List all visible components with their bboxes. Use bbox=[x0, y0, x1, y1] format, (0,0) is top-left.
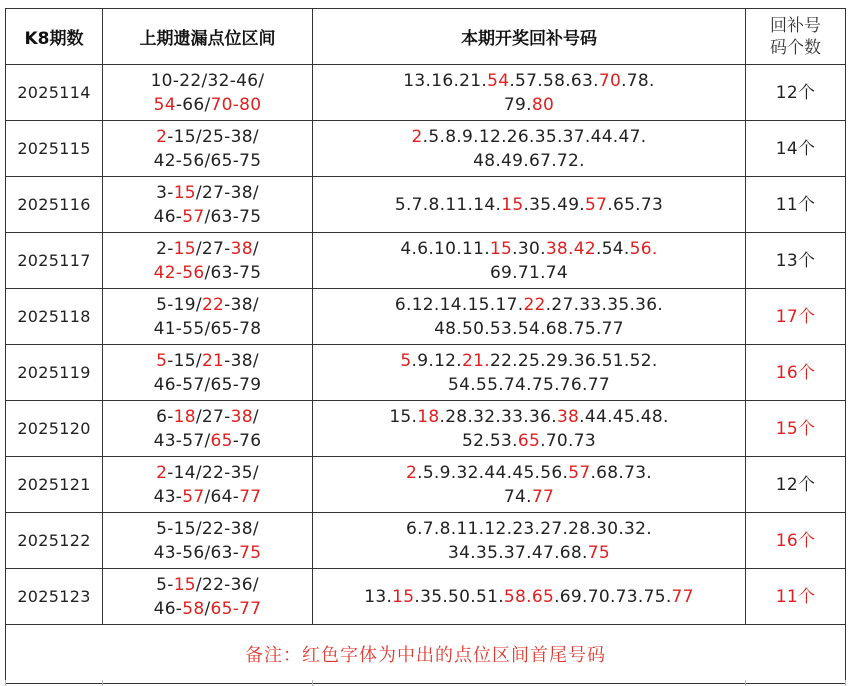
numbers-cell-line bbox=[313, 429, 745, 453]
number-text: .35.50.51. bbox=[414, 586, 504, 607]
number-text: /27-38/ bbox=[195, 182, 259, 203]
range-cell-line bbox=[103, 181, 312, 205]
number-text: 48.50.53.54.68.75.77 bbox=[434, 318, 624, 339]
number-text: .54. bbox=[595, 238, 630, 259]
range-cell-line bbox=[103, 541, 312, 565]
number-text: 46- bbox=[153, 598, 183, 619]
range-cell-line bbox=[103, 373, 312, 397]
number-text: 43-56/63- bbox=[153, 542, 240, 563]
count-cell: 17个 bbox=[746, 289, 846, 345]
number-text: / bbox=[204, 598, 211, 619]
number-text: 48.49.67.72. bbox=[473, 150, 585, 171]
period-cell: 2025116 bbox=[6, 177, 103, 233]
number-text: 52.53. bbox=[462, 430, 518, 451]
table-row bbox=[6, 513, 846, 569]
hit-number: 80 bbox=[531, 94, 555, 115]
period-cell: 2025120 bbox=[6, 401, 103, 457]
note-text: 备注：红色字体为中出的点位区间首尾号码 bbox=[245, 645, 606, 666]
range-cell-line bbox=[103, 573, 312, 597]
hit-number: 42-56 bbox=[153, 262, 205, 283]
table-row bbox=[6, 121, 846, 177]
numbers-cell-line bbox=[313, 349, 745, 373]
numbers-cell-line bbox=[313, 149, 745, 173]
note-row bbox=[6, 625, 846, 684]
range-cell-line bbox=[103, 349, 312, 373]
range-cell bbox=[103, 177, 313, 233]
hit-number: 5 bbox=[156, 350, 168, 371]
number-text: /63-75 bbox=[204, 206, 262, 227]
number-text: .28.32.33.36. bbox=[439, 406, 557, 427]
range-cell bbox=[103, 233, 313, 289]
numbers-cell-line bbox=[313, 405, 745, 429]
number-text: 43-57/ bbox=[153, 430, 211, 451]
numbers-cell-line bbox=[313, 585, 745, 609]
number-text: 10-22/32-46/ bbox=[150, 70, 265, 91]
number-text: 2- bbox=[156, 238, 174, 259]
hit-number: 75 bbox=[239, 542, 262, 563]
range-cell-line bbox=[103, 237, 312, 261]
number-text: 46- bbox=[153, 206, 183, 227]
hit-number: 57 bbox=[182, 206, 205, 227]
range-cell bbox=[103, 513, 313, 569]
numbers-cell-line bbox=[313, 485, 745, 509]
numbers-cell-line bbox=[313, 541, 745, 565]
number-text: .69.70.73.75. bbox=[554, 586, 672, 607]
number-text: 43- bbox=[153, 486, 183, 507]
number-text: 54.55.74.75.76.77 bbox=[448, 374, 610, 395]
table-bottom-gridlines bbox=[0, 680, 856, 686]
range-cell-line bbox=[103, 293, 312, 317]
range-cell-line bbox=[103, 405, 312, 429]
hit-number: 77 bbox=[671, 586, 694, 607]
header-numbers: 本期开奖回补号码 bbox=[313, 9, 746, 65]
numbers-cell bbox=[313, 233, 746, 289]
number-text: .35.49. bbox=[523, 194, 586, 215]
period-cell: 2025123 bbox=[6, 569, 103, 625]
numbers-cell-line bbox=[313, 373, 745, 397]
number-text: 5- bbox=[156, 574, 174, 595]
number-text: .9.12. bbox=[411, 350, 463, 371]
number-text: / bbox=[252, 238, 259, 259]
number-text: 13.16.21. bbox=[403, 70, 488, 91]
hit-number: 57 bbox=[585, 194, 608, 215]
hit-number: 77 bbox=[239, 486, 262, 507]
numbers-cell bbox=[313, 345, 746, 401]
period-cell: 2025121 bbox=[6, 457, 103, 513]
number-text: 74. bbox=[503, 486, 532, 507]
number-text: 42-56/65-75 bbox=[153, 150, 262, 171]
hit-number: 2 bbox=[411, 126, 423, 147]
numbers-cell-line bbox=[313, 237, 745, 261]
number-text: 13. bbox=[364, 586, 393, 607]
table-row bbox=[6, 345, 846, 401]
range-cell-line bbox=[103, 261, 312, 285]
header-count bbox=[746, 9, 846, 65]
hit-number: 65-77 bbox=[210, 598, 262, 619]
number-text: 6.7.8.11.12.23.27.28.30.32. bbox=[405, 518, 652, 539]
range-cell-line bbox=[103, 205, 312, 229]
table-row bbox=[6, 457, 846, 513]
number-text: 5.7.8.11.14. bbox=[394, 194, 502, 215]
numbers-cell bbox=[313, 65, 746, 121]
range-cell bbox=[103, 457, 313, 513]
table-row bbox=[6, 233, 846, 289]
range-cell bbox=[103, 569, 313, 625]
header-period: K8期数 bbox=[6, 9, 103, 65]
hit-number: 15 bbox=[173, 574, 196, 595]
header-ranges: 上期遗漏点位区间 bbox=[103, 9, 313, 65]
header-row bbox=[6, 9, 846, 65]
numbers-cell-line bbox=[313, 93, 745, 117]
number-text: .44.45.48. bbox=[579, 406, 669, 427]
numbers-cell-line bbox=[313, 69, 745, 93]
hit-number: 75 bbox=[587, 542, 610, 563]
hit-number: 21 bbox=[201, 350, 225, 371]
hit-number: 18 bbox=[173, 406, 196, 427]
hit-number: 2 bbox=[405, 462, 418, 483]
range-cell bbox=[103, 401, 313, 457]
count-cell: 12个 bbox=[746, 65, 846, 121]
number-text: .70.73 bbox=[540, 430, 596, 451]
hit-number: 38 bbox=[230, 238, 253, 259]
hit-number: 38.42 bbox=[545, 238, 596, 259]
range-cell-line bbox=[103, 485, 312, 509]
count-cell: 13个 bbox=[746, 233, 846, 289]
number-text: /27- bbox=[195, 406, 231, 427]
number-text: .78. bbox=[621, 70, 655, 91]
hit-number: 57 bbox=[568, 462, 591, 483]
range-cell-line bbox=[103, 149, 312, 173]
number-text: 3- bbox=[156, 182, 174, 203]
numbers-cell-line bbox=[313, 261, 745, 285]
lottery-table bbox=[5, 8, 846, 684]
count-cell: 14个 bbox=[746, 121, 846, 177]
number-text: .30. bbox=[512, 238, 546, 259]
count-cell: 11个 bbox=[746, 177, 846, 233]
table-row bbox=[6, 401, 846, 457]
number-text: -15/ bbox=[167, 350, 202, 371]
period-cell: 2025118 bbox=[6, 289, 103, 345]
period-cell: 2025115 bbox=[6, 121, 103, 177]
range-cell-line bbox=[103, 69, 312, 93]
hit-number: 65 bbox=[517, 430, 541, 451]
numbers-cell-line bbox=[313, 317, 745, 341]
hit-number: 15 bbox=[173, 238, 196, 259]
hit-number: 22 bbox=[523, 294, 546, 315]
hit-number: 54 bbox=[487, 70, 510, 91]
number-text: /63-75 bbox=[204, 262, 262, 283]
period-cell: 2025114 bbox=[6, 65, 103, 121]
number-text: 69.71.74 bbox=[489, 262, 569, 283]
table-row bbox=[6, 569, 846, 625]
numbers-cell bbox=[313, 401, 746, 457]
hit-number: 15 bbox=[173, 182, 196, 203]
number-text: -14/22-35/ bbox=[167, 462, 259, 483]
range-cell bbox=[103, 121, 313, 177]
range-cell-line bbox=[103, 597, 312, 621]
hit-number: 15 bbox=[501, 194, 524, 215]
numbers-cell-line bbox=[313, 517, 745, 541]
number-text: 6- bbox=[156, 406, 174, 427]
range-cell-line bbox=[103, 461, 312, 485]
period-cell: 2025122 bbox=[6, 513, 103, 569]
hit-number: 77 bbox=[531, 486, 555, 507]
hit-number: 56. bbox=[629, 238, 658, 259]
number-text: 34.35.37.47.68. bbox=[448, 542, 588, 563]
number-text: -15/25-38/ bbox=[167, 126, 259, 147]
count-cell: 16个 bbox=[746, 345, 846, 401]
range-cell-line bbox=[103, 125, 312, 149]
hit-number: 70-80 bbox=[210, 94, 262, 115]
number-text: 4.6.10.11. bbox=[400, 238, 490, 259]
range-cell-line bbox=[103, 517, 312, 541]
table-row bbox=[6, 289, 846, 345]
numbers-cell-line bbox=[313, 293, 745, 317]
numbers-cell bbox=[313, 177, 746, 233]
number-text: 15. bbox=[389, 406, 418, 427]
number-text: 5-19/ bbox=[156, 294, 202, 315]
numbers-cell-line bbox=[313, 193, 745, 217]
range-cell-line bbox=[103, 317, 312, 341]
number-text: .65.73 bbox=[607, 194, 664, 215]
hit-number: 38 bbox=[556, 406, 580, 427]
table-body bbox=[6, 65, 846, 625]
number-text: .5.9.32.44.45.56. bbox=[417, 462, 569, 483]
number-text: -76 bbox=[232, 430, 262, 451]
range-cell bbox=[103, 65, 313, 121]
number-text: -38/ bbox=[224, 350, 259, 371]
number-text: 79. bbox=[503, 94, 532, 115]
number-text: 41-55/65-78 bbox=[153, 318, 262, 339]
hit-number: 21. bbox=[462, 350, 490, 371]
number-text: / bbox=[252, 406, 259, 427]
number-text: .5.8.9.12.26.35.37.44.47. bbox=[422, 126, 647, 147]
hit-number: 15 bbox=[392, 586, 415, 607]
hit-number: 5 bbox=[400, 350, 412, 371]
number-text: 46-57/65-79 bbox=[153, 374, 262, 395]
numbers-cell bbox=[313, 513, 746, 569]
number-text: -66/ bbox=[175, 94, 211, 115]
note-cell bbox=[6, 625, 846, 684]
range-cell-line bbox=[103, 93, 312, 117]
numbers-cell bbox=[313, 457, 746, 513]
table-row bbox=[6, 177, 846, 233]
count-cell: 12个 bbox=[746, 457, 846, 513]
count-cell: 11个 bbox=[746, 569, 846, 625]
number-text: 5-15/22-38/ bbox=[156, 518, 259, 539]
hit-number: 57 bbox=[182, 486, 205, 507]
range-cell bbox=[103, 289, 313, 345]
numbers-cell bbox=[313, 289, 746, 345]
numbers-cell bbox=[313, 569, 746, 625]
hit-number: 58 bbox=[182, 598, 205, 619]
hit-number: 18 bbox=[417, 406, 440, 427]
number-text: .27.33.35.36. bbox=[545, 294, 664, 315]
hit-number: 2 bbox=[156, 126, 168, 147]
number-text: .57.58.63. bbox=[509, 70, 599, 91]
hit-number: 22 bbox=[201, 294, 225, 315]
period-cell: 2025119 bbox=[6, 345, 103, 401]
header-count-text: 回补号码个数 bbox=[770, 15, 821, 58]
number-text: -38/ bbox=[224, 294, 259, 315]
number-text: 22.25.29.36.51.52. bbox=[489, 350, 658, 371]
table-row bbox=[6, 65, 846, 121]
numbers-cell bbox=[313, 121, 746, 177]
period-cell: 2025117 bbox=[6, 233, 103, 289]
numbers-cell-line bbox=[313, 125, 745, 149]
hit-number: 15 bbox=[489, 238, 513, 259]
range-cell bbox=[103, 345, 313, 401]
hit-number: 58.65 bbox=[503, 586, 555, 607]
number-text: /27- bbox=[195, 238, 231, 259]
number-text: 6.12.14.15.17. bbox=[394, 294, 524, 315]
hit-number: 38 bbox=[230, 406, 253, 427]
hit-number: 65 bbox=[210, 430, 233, 451]
range-cell-line bbox=[103, 429, 312, 453]
hit-number: 54 bbox=[153, 94, 176, 115]
hit-number: 2 bbox=[156, 462, 168, 483]
number-text: .68.73. bbox=[590, 462, 653, 483]
number-text: /64- bbox=[204, 486, 240, 507]
numbers-cell-line bbox=[313, 461, 745, 485]
number-text: /22-36/ bbox=[195, 574, 259, 595]
count-cell: 15个 bbox=[746, 401, 846, 457]
hit-number: 70 bbox=[598, 70, 622, 91]
count-cell: 16个 bbox=[746, 513, 846, 569]
